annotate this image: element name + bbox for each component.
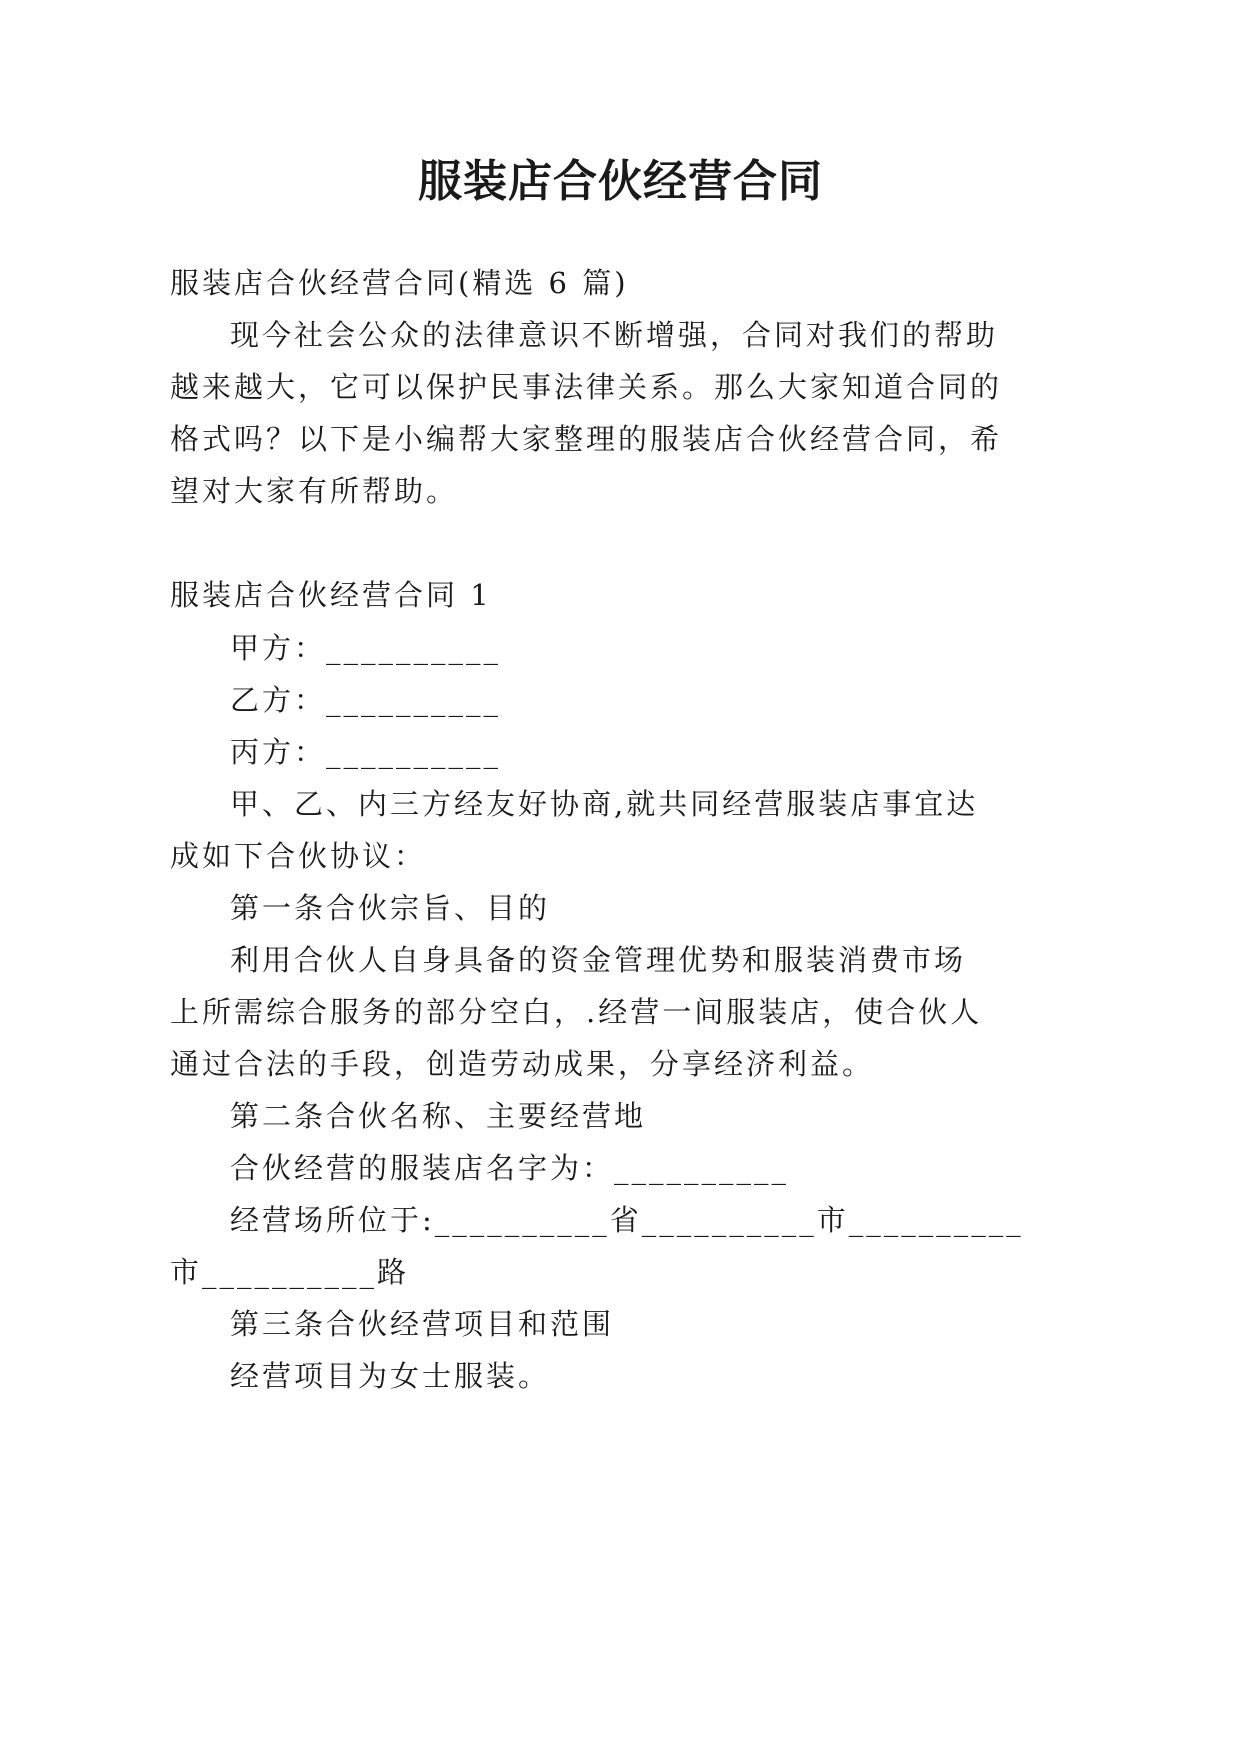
article2-heading: 第二条合伙名称、主要经营地 bbox=[230, 1099, 647, 1133]
section-heading: 服装店合伙经营合同 1 bbox=[170, 578, 492, 612]
article1-line-3: 通过合法的手段，创造劳动成果，分享经济利益。 bbox=[170, 1047, 875, 1081]
party-c: 丙方：__________ bbox=[230, 735, 502, 769]
party-a: 甲方：__________ bbox=[230, 631, 502, 665]
article3-heading: 第三条合伙经营项目和范围 bbox=[230, 1307, 615, 1341]
article3-body: 经营项目为女士服装。 bbox=[230, 1359, 551, 1393]
document-subtitle: 服装店合伙经营合同(精选 6 篇) bbox=[170, 266, 629, 300]
intro-line-2: 越来越大，它可以保护民事法律关系。那么大家知道合同的 bbox=[170, 370, 1003, 404]
party-b: 乙方：__________ bbox=[230, 683, 502, 717]
document-title: 服装店合伙经营合同 bbox=[418, 156, 823, 207]
agreement-line-1: 甲、乙、内三方经友好协商,就共同经营服装店事宜达 bbox=[230, 787, 979, 821]
intro-line-1: 现今社会公众的法律意识不断增强，合同对我们的帮助 bbox=[230, 318, 999, 352]
article1-line-2: 上所需综合服务的部分空白，.经营一间服装店，使合伙人 bbox=[170, 995, 983, 1029]
article2-location-line-2: 市__________路 bbox=[170, 1255, 410, 1289]
article2-store-name: 合伙经营的服装店名字为：__________ bbox=[230, 1151, 790, 1185]
article1-heading: 第一条合伙宗旨、目的 bbox=[230, 891, 551, 925]
article2-location-line-1: 经营场所位于:__________省__________市__________ bbox=[230, 1203, 1024, 1237]
agreement-line-2: 成如下合伙协议： bbox=[170, 839, 427, 873]
intro-line-4: 望对大家有所帮助。 bbox=[170, 474, 459, 508]
article1-line-1: 利用合伙人自身具备的资金管理优势和服装消费市场 bbox=[230, 943, 967, 977]
intro-line-3: 格式吗？以下是小编帮大家整理的服装店合伙经营合同，希 bbox=[170, 422, 1003, 456]
